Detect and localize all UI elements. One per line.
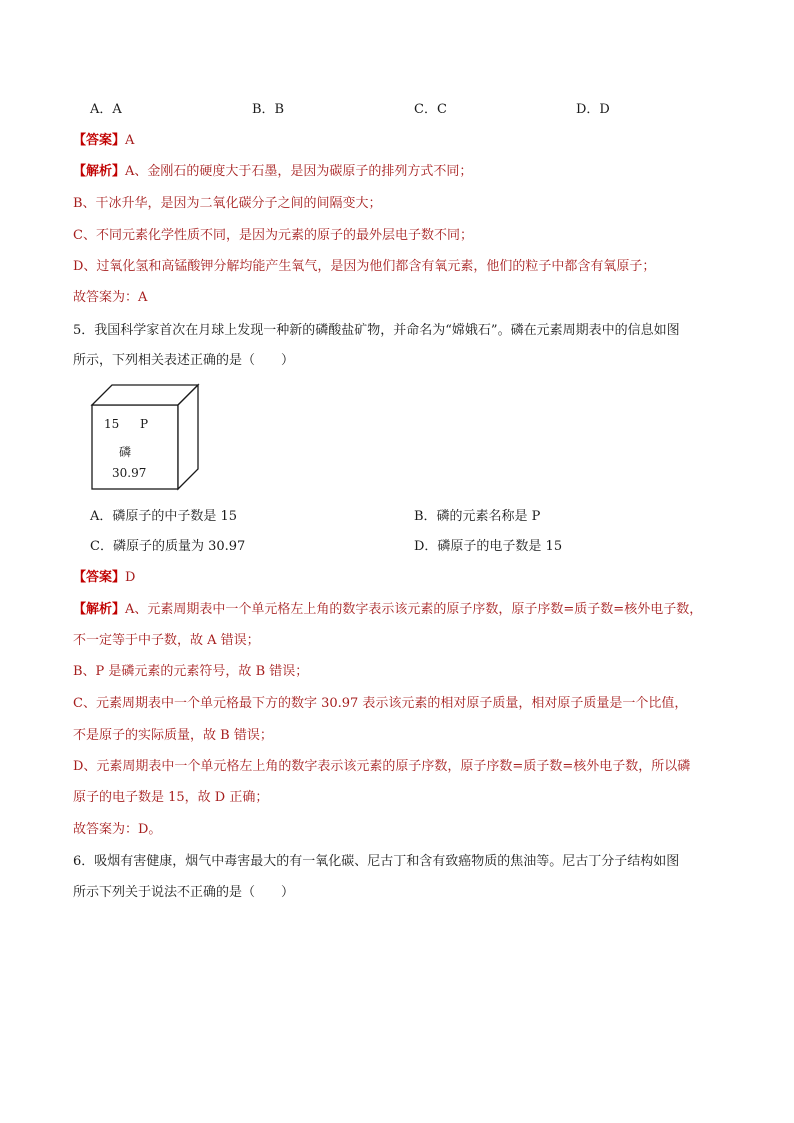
q6-stem-line-2: 所示下列关于说法不正确的是（ ） [73,885,295,900]
q4-analysis-text-1: A、金刚石的硬度大于石墨，是因为碳原子的排列方式不同； [125,164,473,179]
q4-answer-line [73,131,134,151]
q4-option-c: C．C [414,102,447,117]
q4-analysis-line-1 [73,162,472,182]
q5-analysis-line-2: 不一定等于中子数，故 A 错误； [73,633,260,648]
q5-option-d: D．磷原子的电子数是 15 [414,539,563,554]
q4-answer-value: A [125,133,135,148]
element-symbol: P [140,417,149,431]
q4-answer-tag: 【答案】 [73,133,126,148]
q5-analysis-line-5: 不是原子的实际质量，故 B 错误； [73,728,273,743]
q5-answer-tag: 【答案】 [73,570,126,585]
q4-option-b: B．B [252,102,285,117]
q4-option-a: A．A [90,102,122,117]
q4-option-d: D．D [576,102,610,117]
q4-analysis-tag: 【解析】 [73,164,126,179]
q5-analysis-line-7: 原子的电子数是 15，故 D 正确； [73,790,269,805]
element-name: 磷 [119,445,132,459]
q5-answer-value: D [125,570,136,585]
element-cube-figure [90,383,200,491]
q4-analysis-line-2: B、干冰升华，是因为二氧化碳分子之间的间隔变大； [73,196,382,211]
q5-analysis-text-1: A、元素周期表中一个单元格左上角的数字表示该元素的原子序数，原子序数=质子数=核外电子数， [125,602,703,617]
element-mass: 30.97 [112,466,147,480]
q5-option-a: A．磷原子的中子数是 15 [90,509,238,524]
q5-analysis-tag: 【解析】 [73,602,126,617]
q5-analysis-line-4: C、元素周期表中一个单元格最下方的数字 30.97 表示该元素的相对原子质量，相对原子质量是一个比值， [73,696,688,711]
q4-analysis-line-4: D、过氧化氢和高锰酸钾分解均能产生氧气，是因为他们都含有氧元素，他们的粒子中都含有氧原子； [73,259,656,274]
q5-option-c: C．磷原子的质量为 30.97 [90,539,246,554]
q5-answer-line [73,568,135,588]
q5-stem-line-1: 5．我国科学家首次在月球上发现一种新的磷酸盐矿物，并命名为“嫦娥石”。磷在元素周期表中的信息如图 [73,323,680,338]
q6-stem-line-1: 6．吸烟有害健康，烟气中毒害最大的有一氧化碳、尼古丁和含有致癌物质的焦油等。尼古丁分子结构如图 [73,854,680,869]
q4-conclusion: 故答案为：A [73,290,148,305]
q5-analysis-line-3: B、P 是磷元素的元素符号，故 B 错误； [73,664,309,679]
q5-analysis-line-6: D、元素周期表中一个单元格左上角的数字表示该元素的原子序数，原子序数=质子数=核外电子数，所以磷 [73,759,691,774]
q5-stem-line-2: 所示，下列相关表述正确的是（ ） [73,353,295,368]
q5-conclusion: 故答案为：D。 [73,822,162,837]
q5-analysis-line-1 [73,600,702,620]
q5-option-b: B．磷的元素名称是 P [414,509,541,524]
element-atomic-number: 15 [104,417,120,431]
q4-analysis-line-3: C、不同元素化学性质不同，是因为元素的原子的最外层电子数不同； [73,228,473,243]
